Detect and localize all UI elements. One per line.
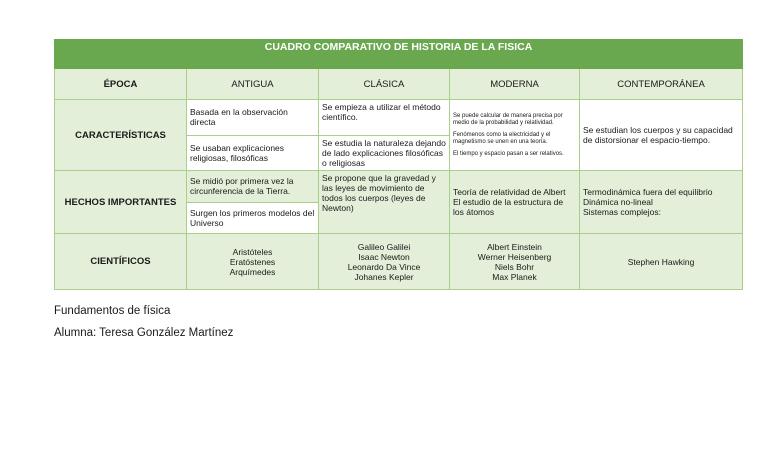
footer-student: Alumna: Teresa González Martínez (54, 327, 234, 339)
footer-subject: Fundamentos de física (54, 305, 171, 317)
header-contemporanea: CONTEMPORÁNEA (580, 69, 743, 100)
hechos-contemporanea-2: Dinámica no-lineal (583, 197, 653, 207)
hechos-moderna-2: El estudio de la estructura de los átomos (453, 197, 564, 217)
cientificos-contemporanea (580, 234, 743, 290)
caracteristicas-moderna-3: El tiempo y espacio pasan a ser relativos. (453, 150, 564, 157)
header-moderna: MODERNA (450, 69, 580, 100)
cientifico-arquimedes: Arquímedes (229, 266, 276, 277)
caracteristicas-clasica-1: Se empieza a utilizar el método científico. (322, 102, 441, 122)
hechos-contemporanea-1: Termodinámica fuera del equilibrio (583, 187, 713, 197)
cientificos-antigua (187, 234, 319, 290)
cientifico-kepler: Johanes Kepler (354, 271, 414, 282)
header-epoca: ÉPOCA (55, 69, 187, 100)
cientifico-aristoteles: Aristóteles (232, 246, 273, 257)
hechos-contemporanea-3: Sistemas complejos: (583, 207, 661, 217)
hechos-antigua-2: Surgen los primeros modelos del Universo (187, 202, 318, 234)
hechos-contemporanea (580, 171, 743, 234)
cientifico-davinci: Leonardo Da Vince (347, 261, 421, 272)
hechos-moderna-1: Teoría de relatividad de Albert (453, 187, 566, 197)
caracteristicas-antigua-1: Basada en la observación directa (190, 107, 288, 128)
caracteristicas-moderna-2: Fenómenos como la electricidad y el magnetismo se unen en una teoría. (453, 131, 551, 145)
caracteristicas-contemporanea: Se estudian los cuerpos y su capacidad de distorsionar el espacio-tiempo. (580, 100, 743, 171)
header-antigua: ANTIGUA (187, 69, 319, 100)
cientifico-planck: Max Planek (492, 271, 537, 282)
row-header-hechos: HECHOS IMPORTANTES (55, 171, 187, 234)
header-clasica: CLÁSICA (319, 69, 450, 100)
hechos-antigua (187, 171, 319, 234)
caracteristicas-clasica (319, 100, 450, 171)
caracteristicas-clasica-2: Se estudia la naturaleza dejando de lado explicaciones filosóficas o religiosas (319, 135, 449, 171)
caracteristicas-antigua-2: Se usaban explicaciones religiosas, filosóficas (187, 135, 318, 171)
hechos-antigua-1: Se midió por primera vez la circunferencia de la Tierra. (187, 171, 318, 202)
comparison-table (54, 39, 743, 290)
caracteristicas-antigua (187, 100, 319, 171)
cientificos-clasica (319, 234, 450, 290)
hechos-clasica: Se propone que la gravedad y las leyes de movimiento de todos los cuerpos (leyes de Newton) (319, 171, 450, 234)
table-title: CUADRO COMPARATIVO DE HISTORIA DE LA FISICA (55, 40, 743, 69)
cientifico-bohr: Niels Bohr (494, 261, 535, 272)
hechos-moderna (450, 171, 580, 234)
row-header-cientificos: CIENTÍFICOS (55, 234, 187, 290)
cientifico-hawking: Stephen Hawking (627, 256, 695, 267)
row-header-caracteristicas: CARACTERÍSTICAS (55, 100, 187, 171)
cientificos-moderna (450, 234, 580, 290)
caracteristicas-moderna (450, 100, 580, 171)
cientifico-einstein: Albert Einstein (487, 241, 542, 252)
cientifico-galileo: Galileo Galilei (357, 241, 411, 252)
cientifico-newton: Isaac Newton (358, 251, 410, 262)
cientifico-heisenberg: Werner Heisenberg (477, 251, 552, 262)
caracteristicas-moderna-1: Se puede calcular de manera precisa por medio de la probabilidad y relatividad. (453, 112, 563, 126)
cientifico-eratostenes: Eratóstenes (229, 256, 276, 267)
